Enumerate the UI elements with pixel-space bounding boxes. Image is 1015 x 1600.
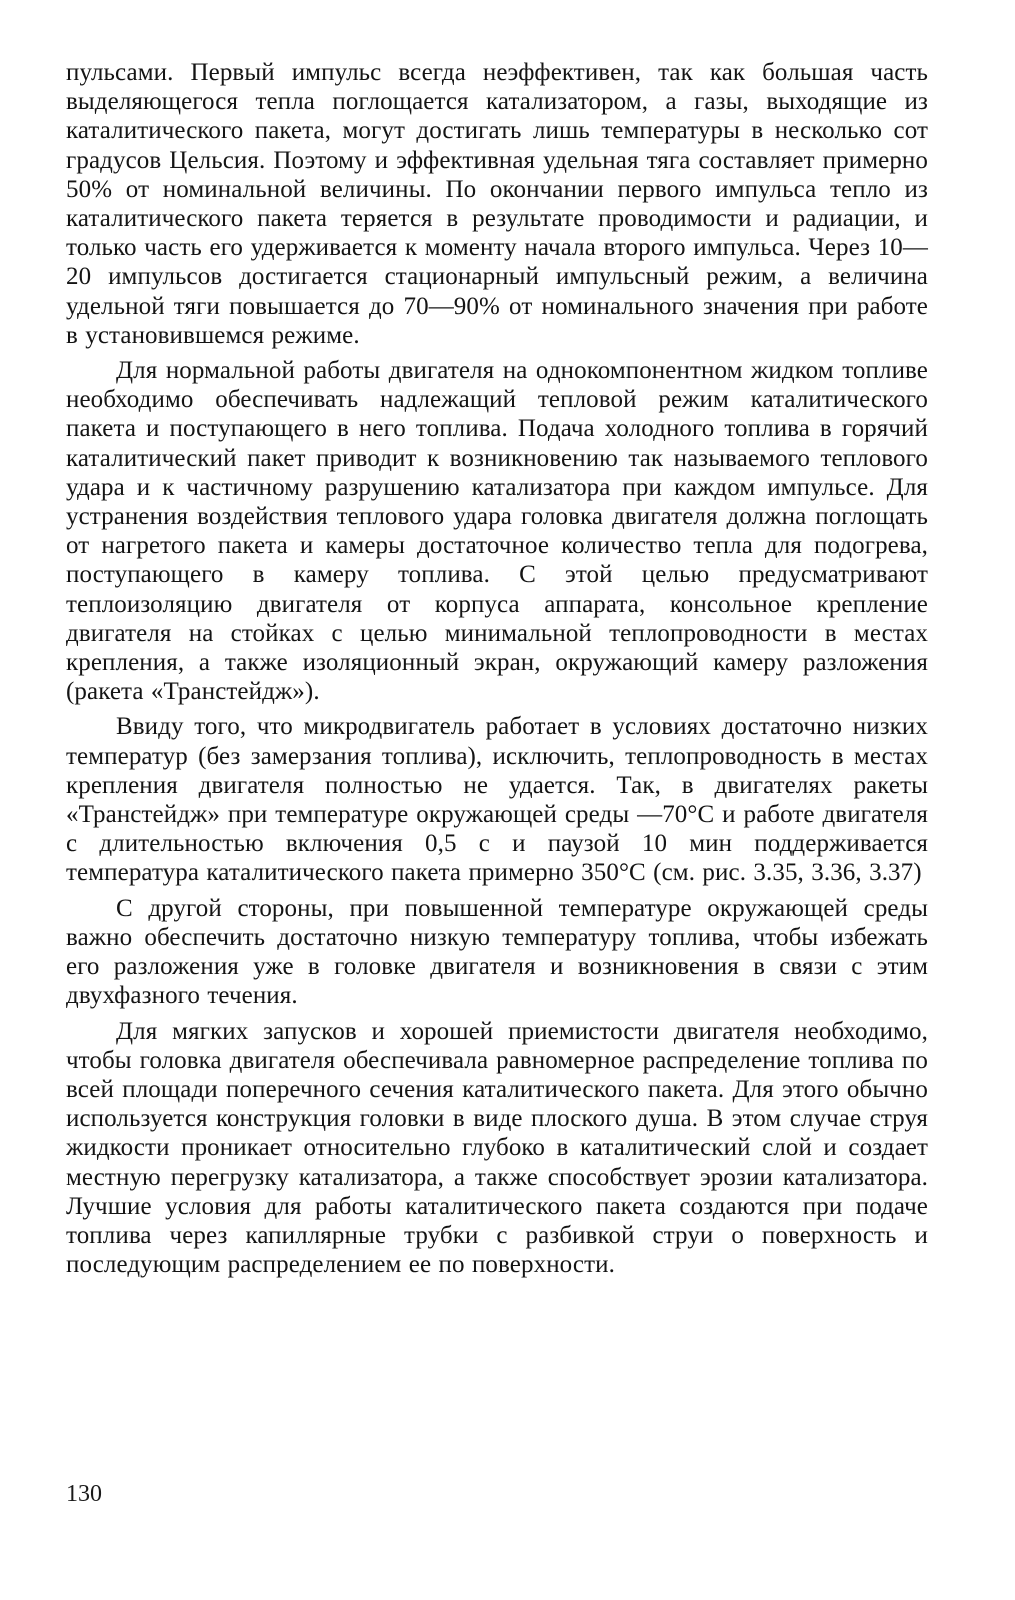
page-body — [66, 58, 928, 1285]
paragraph-2: Для нормальной работы двигателя на однокомпонентном жидком топливе необходимо обеспечивать надлежащий тепловой режим каталитического пакета и поступающего в него топлива. Подача холодного топлива в горячий каталитический пакет приводит к возникновению так называемого теплового удара и к частичному разрушению катализатора при каждом импульсе. Для устранения воздействия теплового удара головка двигателя должна поглощать от нагретого пакета и камеры достаточное количество тепла для подогрева, поступающего в камеру топлива. С этой целью предусматривают теплоизоляцию двигателя от корпуса аппарата, консольное крепление двигателя на стойках с целью минимальной теплопроводности в местах крепления, а также изоляционный экран, окружающий камеру разложения (ракета «Транстейдж»). — [66, 357, 928, 706]
paragraph-5: Для мягких запусков и хорошей приемистости двигателя необходимо, чтобы головка двигателя обеспечивала равномерное распределение топлива по всей площади поперечного сечения каталитического пакета. Для этого обычно используется конструкция головки в виде плоского душа. В этом случае струя жидкости проникает относительно глубоко в каталитический слой и создает местную перегрузку катализатора, а также способствует эрозии катализатора. Лучшие условия для работы каталитического пакета создаются при подаче топлива через капиллярные трубки с разбивкой струи о поверхность и последующим распределением ее по поверхности. — [66, 1017, 928, 1279]
paragraph-1: пульсами. Первый импульс всегда неэффективен, так как большая часть выделяющегося тепла поглощается катализатором, а газы, выходящие из каталитического пакета, могут достигать лишь температуры в несколько сот градусов Цельсия. Поэтому и эффективная удельная тяга составляет примерно 50% от номинальной величины. По окончании первого импульса тепло из каталитического пакета теряется в результате проводимости и радиации, и только часть его удерживается к моменту начала второго импульса. Через 10—20 импульсов достигается стационарный импульсный режим, а величина удельной тяги повышается до 70—90% от номинального значения при работе в установившемся режиме. — [66, 59, 928, 349]
page-number: 130 — [66, 1481, 102, 1507]
paragraph-4: С другой стороны, при повышенной температуре окружающей среды важно обеспечить достаточно низкую температуру топлива, чтобы избежать его разложения уже в головке двигателя и возникновения в связи с этим двухфазного течения. — [66, 894, 928, 1010]
paragraph-3: Ввиду того, что микродвигатель работает в условиях достаточно низких температур (без замерзания топлива), исключить, теплопроводность в местах крепления двигателя полностью не удается. Так, в двигателях ракеты «Транстейдж» при температуре окружающей среды —70°C и работе двигателя с длительностью включения 0,5 с и паузой 10 мин поддерживается температура каталитического пакета примерно 350°C (см. рис. 3.35, 3.36, 3.37) — [66, 713, 928, 887]
